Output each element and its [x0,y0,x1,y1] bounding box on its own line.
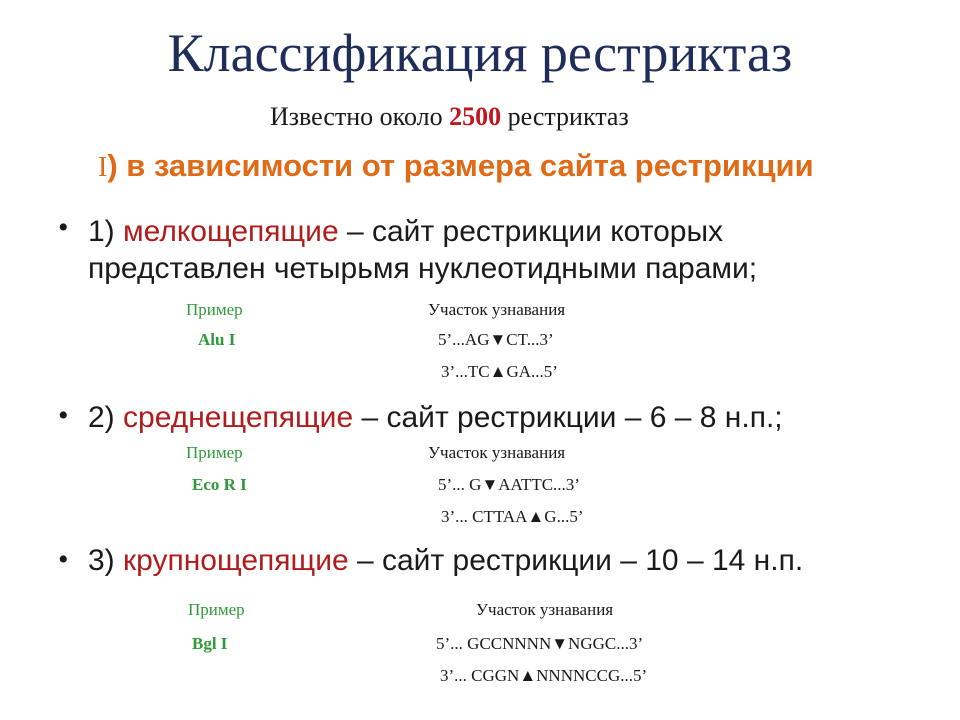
bullet-3-prefix: 3) [88,544,124,577]
example-label: Пример [186,300,243,319]
example-label: Пример [186,443,243,462]
section-text: ) в зависимости от размера сайта рестрикции [107,148,814,183]
site-label: Участок узнавания [476,600,614,619]
bullet-2-prefix: 2) [88,401,124,434]
example-label: Пример [188,600,245,619]
bullet-2-rest: – сайт рестрикции – 6 – 8 н.п.; [353,401,783,434]
bullet-2-line-1 [88,400,783,436]
bullet-1-prefix: 1) [88,215,124,248]
sequence-bottom: 3’...TC▲GA...5’ [441,362,558,381]
subtitle [270,102,629,132]
bullet-dot: • [58,211,69,244]
bullet-3-term: крупнощепящие [123,544,349,577]
enzyme-name: Alu I [198,330,236,349]
sequence-top: 5’...AG▼CT...3’ [438,330,554,349]
section-heading [98,148,814,184]
bullet-1-line-1 [88,214,723,250]
subtitle-number: 2500 [449,102,502,131]
enzyme-name: Eco R I [192,475,247,494]
section-roman: I [98,152,108,183]
bullet-1-term: мелкощепящие [123,215,339,248]
bullet-2-term: среднещепящие [123,401,354,434]
sequence-bottom: 3’... CGGN▲NNNNCCG...5’ [440,666,648,685]
sequence-top: 5’... GCCNNNN▼NGGC...3’ [436,634,644,653]
slide-title: Классификация рестриктаз [167,23,793,83]
sequence-top: 5’... G▼AATTC...3’ [438,475,580,494]
subtitle-suffix: рестриктаз [507,102,629,131]
bullet-3-rest: – сайт рестрикции – 10 – 14 н.п. [348,544,804,577]
sequence-bottom: 3’... CTTAA▲G...5’ [441,507,584,526]
bullet-3-line-1 [88,543,803,579]
site-label: Участок узнавания [428,300,566,319]
bullet-dot: • [58,543,69,576]
bullet-dot: • [58,399,69,432]
enzyme-name: Bgl I [192,634,228,653]
bullet-1-rest: – сайт рестрикции которых [338,215,724,248]
site-label: Участок узнавания [428,443,566,462]
subtitle-prefix: Известно около [270,102,443,131]
bullet-1-line-2: представлен четырьмя нуклеотидными парами; [88,252,758,285]
